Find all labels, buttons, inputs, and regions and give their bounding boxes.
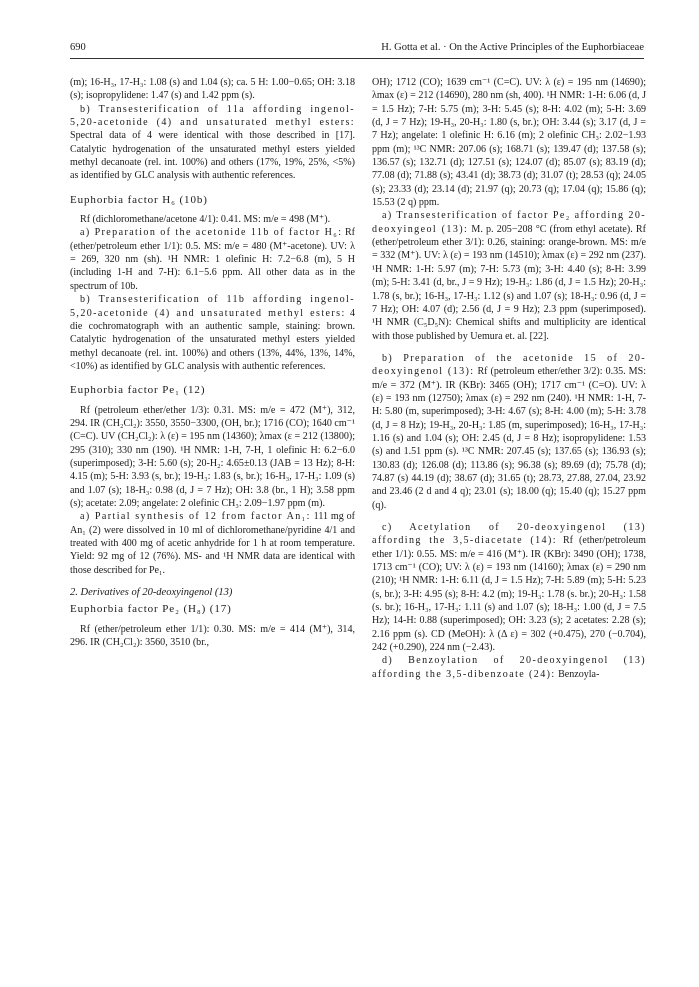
paragraph: OH); 1712 (CO); 1639 cm⁻¹ (C=C). UV: λ (ε) = 195 nm (14690); λmax (ε) = 212 (14690), 280 nm (sh, 400). ¹H NMR: 1-H: 6.06 (d, J = 1.5 Hz); 7-H: 5.75 (m); 3-H: 5.45 (s); 8-H: 4.02 (m); 5-H: 3.69 (d, J = 7 Hz); 19-H₃, 20-H₃: 1.80 (s, br.); OH: 3.44 (s); 3.17 (d, J = 7 Hz); angelate: 1 olefinic H: 6.16 (m); 2 olefinic CH₃: 2.02−1.93 ppm (m); ¹³C NMR: 207.06 (s); 168.71 (s); 139.47 (d); 137.58 (s); 136.57 (s); 132.71 (d); 127.51 (s); 124.07 (d); 85.07 (s); 83.19 (d); 77.08 (d); 71.88 (s); 43.41 (d); 38.73 (d); 31.07 (t); 28.53 (q); 24.05 (s); 23.33 (d); 23.14 (d); 21.97 (q); 20.73 (q); 17.04 (q); 15.86 (q); 15.53 (2 q) ppm. <box>372 77 646 209</box>
subsection-title: a) Preparation of the acetonide 11b of factor H₆: <box>80 227 343 239</box>
running-header <box>70 40 644 59</box>
paragraph <box>372 209 646 342</box>
compound-heading: Euphorbia factor Pe₂ (H₈) (17) <box>70 603 232 616</box>
page-number: 690 <box>70 42 86 53</box>
subsection-title: b) Preparation of the acetonide 15 of 20-deoxyingenol (13): <box>372 352 646 378</box>
paragraph: Rf (dichloromethane/acetone 4/1): 0.41. MS: m/e = 498 (M⁺). <box>80 214 331 226</box>
paragraph-body: Rf (ether/petroleum ether 1/1): 0.55. MS: m/e = 416 (M⁺). IR (KBr): 3490 (OH); 1738, 1713 cm⁻¹ (CO); UV: λ (ε) = 193 nm (14160); λmax (ε) = 290 nm (210); ¹H NMR: 1-H: 6.11 (d, J = 1.5 Hz); 7-H: 5.89 (m); 5-H: 5.23 (s, br.); 3-H: 4.95 (s); 8-H: 4.2 (m); 19-H₃: 1.78 (s. br.); 20-H₃: 1.58 (s. br.); 16-H₃, 17-H₃: 1.11 (s) and 1.07 (s); 18-H₃: 1.00 (d, J = 7.5 Hz); 14-H: 0.88 (superimposed); OH: 3.23 (s); 2 acetates: 2.28 (s); 2.16 ppm (s). CD (MeOH): λ (Δ ε) = 302 (+0.475), 270 (−0.704), 242 (+0.290), 224 nm (−2.43). <box>372 535 646 654</box>
paragraph-body: M. p. 205−208 °C (from ethyl acetate). Rf (ether/petroleum ether 3/1): 0.26, staining: orange-brown. MS: m/e = 332 (M⁺). UV: λ (ε) = 193 nm (14510); λmax (ε) = 292 nm (237). ¹H NMR: 1-H: 5.97 (m); 7-H: 5.73 (m); 3-H: 4.40 (s); 8-H: 3.99 (m); 5-H: 3.41 (d, br., J = 9 Hz); 19-H₃: 1.86 (d, J = 1.5 Hz); 20-H₃: 1.78 (s, br.); 16-H₃, 17-H₃: 1.12 (s) and 1.07 (s); 18-H₃: 0.96 (d, J = 7 Hz); OH: 4.07 (d); 2.56 (d, J = 9 Hz); 2.3 ppm (superimposed). ¹H NMR (C₅D₅N): Chemical shifts and multiplicity are identical with those published by Uemura et. al. [22]. <box>372 223 646 342</box>
paragraph <box>70 103 355 183</box>
right-column <box>372 76 646 681</box>
paragraph-body: 4 die cochromatograph with an authentic sample, staining: brown. Catalytic hydrogenation of the unsaturated methyl esters yielded methyl decanoate (rel. int. 100%) and others (13%, 44%, 13%, 14%, <10%) as identified by GLC analysis with authentic references. <box>70 307 355 372</box>
subsection-title: c) Acetylation of 20-deoxyingenol (13) affording the 3,5-diacetate (14): <box>372 522 646 547</box>
section-title: 2. Derivatives of 20-deoxyingenol (13) <box>70 587 233 599</box>
paragraph: Rf (ether/petroleum ether 1/1): 0.30. MS: m/e = 414 (M⁺), 314, 296. IR (CH₂Cl₂): 3560, 3510 (br., <box>70 623 355 649</box>
compound-heading: Euphorbia factor Pe₁ (12) <box>70 384 206 397</box>
compound-heading: Euphorbia factor H₆ (10b) <box>70 193 208 206</box>
paragraph <box>372 654 646 681</box>
subsection-title: b) Transesterification of 11b affording ingenol-5,20-acetonide (4) and unsaturated methyl esters: <box>70 294 355 319</box>
paragraph <box>372 521 646 654</box>
left-column <box>70 76 355 649</box>
subsection-title: b) Transesterification of 11a affording ingenol-5,20-acetonide (4) and unsaturated methyl esters: <box>70 103 355 129</box>
subsection-title: a) Transesterification of factor Pe₂ affording 20-deoxyingeol (13): <box>372 210 646 235</box>
running-head: H. Gotta et al. · On the Active Principles of the Euphorbiaceae <box>381 42 644 53</box>
paragraph <box>70 226 355 293</box>
paragraph <box>70 293 355 373</box>
paragraph-body: Spectral data of 4 were identical with those described in [17]. Catalytic hydrogenation of the unsaturated methyl esters yielded methyl decanoate (rel. int. 100%) and others (17%, 19%, 25%, <5%) as identified by GLC analysis with authentic references. <box>70 130 355 182</box>
paragraph <box>70 510 355 577</box>
paragraph: Rf (petroleum ether/ether 1/3): 0.31. MS: m/e = 472 (M⁺), 312, 294. IR (CH₂Cl₂): 3550, 3550−3300, (OH, br.); 1716 (CO); 1640 cm⁻¹ (C=C). UV (CH₂Cl₂): λ (ε) = 195 nm (14360); λmax (ε = 212 (13800); 295 (310); 330 nm (190). ¹H NMR: 1-H, 7-H, 1 olefinic H: 6.2−6.0 (superimposed); 3-H: 5.60 (s); 20-H₂: 4.65±0.13 (JAB = 13 Hz); 8-H: 4.15 (m); 5-H: 3.93 (s, br.); 19-H₃: 1.83 (s, br.); 16-H₃, 17-H₃: 1.09 (s) and 1.07 (s); 18-H₃: 0.98 (d, J = 7 Hz); OH: 3.8 (br., 1 H); 3.58 ppm (s); acetate: 2.09; angelate: 2 olefinic CH₃: 2.09−1.97 ppm (m). <box>70 404 355 509</box>
paragraph-body: Benzoyla- <box>555 668 600 680</box>
paragraph-body: Rf (ether/petroleum ether 1/1): 0.5. MS: m/e = 480 (M⁺-acetone). UV: λ = 269, 320 nm (sh). ¹H NMR: 1 olefinic H: 7.2−6.8 (m), 5 H (including 1-H and 7-H): 6.1−5.6 ppm. All other data as in the spectrum of 10b. <box>70 227 355 292</box>
subsection-title: d) Benzoylation of 20-deoxyingenol (13) affording the 3,5-dibenzoate (24): <box>372 655 646 680</box>
paragraph-body: 111 mg of An₁ (2) were dissolved in 10 ml of dichloromethane/pyridine 4/1 and treated with 400 mg of acetic anhydride for 1 h at room temperature. Yield: 92 mg of 12 (76%). MS- and ¹H NMR data are identical with those described for Pe₁. <box>70 511 355 576</box>
paragraph <box>372 352 646 512</box>
paragraph: (m); 16-H₃, 17-H₃: 1.08 (s) and 1.04 (s); ca. 5 H: 1.00−0.65; OH: 3.18 (s); isopropylidene: 1.47 (s) and 1.42 ppm (s). <box>70 77 355 102</box>
subsection-title: a) Partial synthesis of 12 from factor An₁: <box>80 511 311 523</box>
paragraph-body: Rf (petroleum ether/ether 3/2): 0.35. MS: m/e = 372 (M⁺). IR (KBr): 3465 (OH); 1717 cm⁻¹ (C=O). UV: λ (ε) = 193 nm (12750); λmax (ε) = 292 nm (240). ¹H NMR: 1-H, 7-H: 5.80 (m, superimposed); 3-H: 4.67 (s); 8-H: 4.00 (m); 5-H: 3.78 (d, J = 8 Hz); 19-H₃, 20-H₃: 1.85 (m, superimposed); 16-H₃, 17-H₃: 1.16 (s) and 1.04 (s); OH: 2.45 (d, J = 8 Hz); isopropylidene: 1.53 (s) and 1.51 ppm (s). ¹³C NMR: 207.45 (s); 137.65 (s); 136.93 (s); 130.83 (d); 126.08 (d); 113.86 (s); 96.38 (s); 89.69 (d); 75.78 (d); 74.87 (s) 44.19 (d); 38.67 (d); 31.65 (t); 28.73, 27.88, 27.04, 23.92 and 23.46 (2 d and 4 q); 23.01 (s); 18.00 (q); 15.40 (q); 15.27 ppm (q). <box>372 366 646 511</box>
